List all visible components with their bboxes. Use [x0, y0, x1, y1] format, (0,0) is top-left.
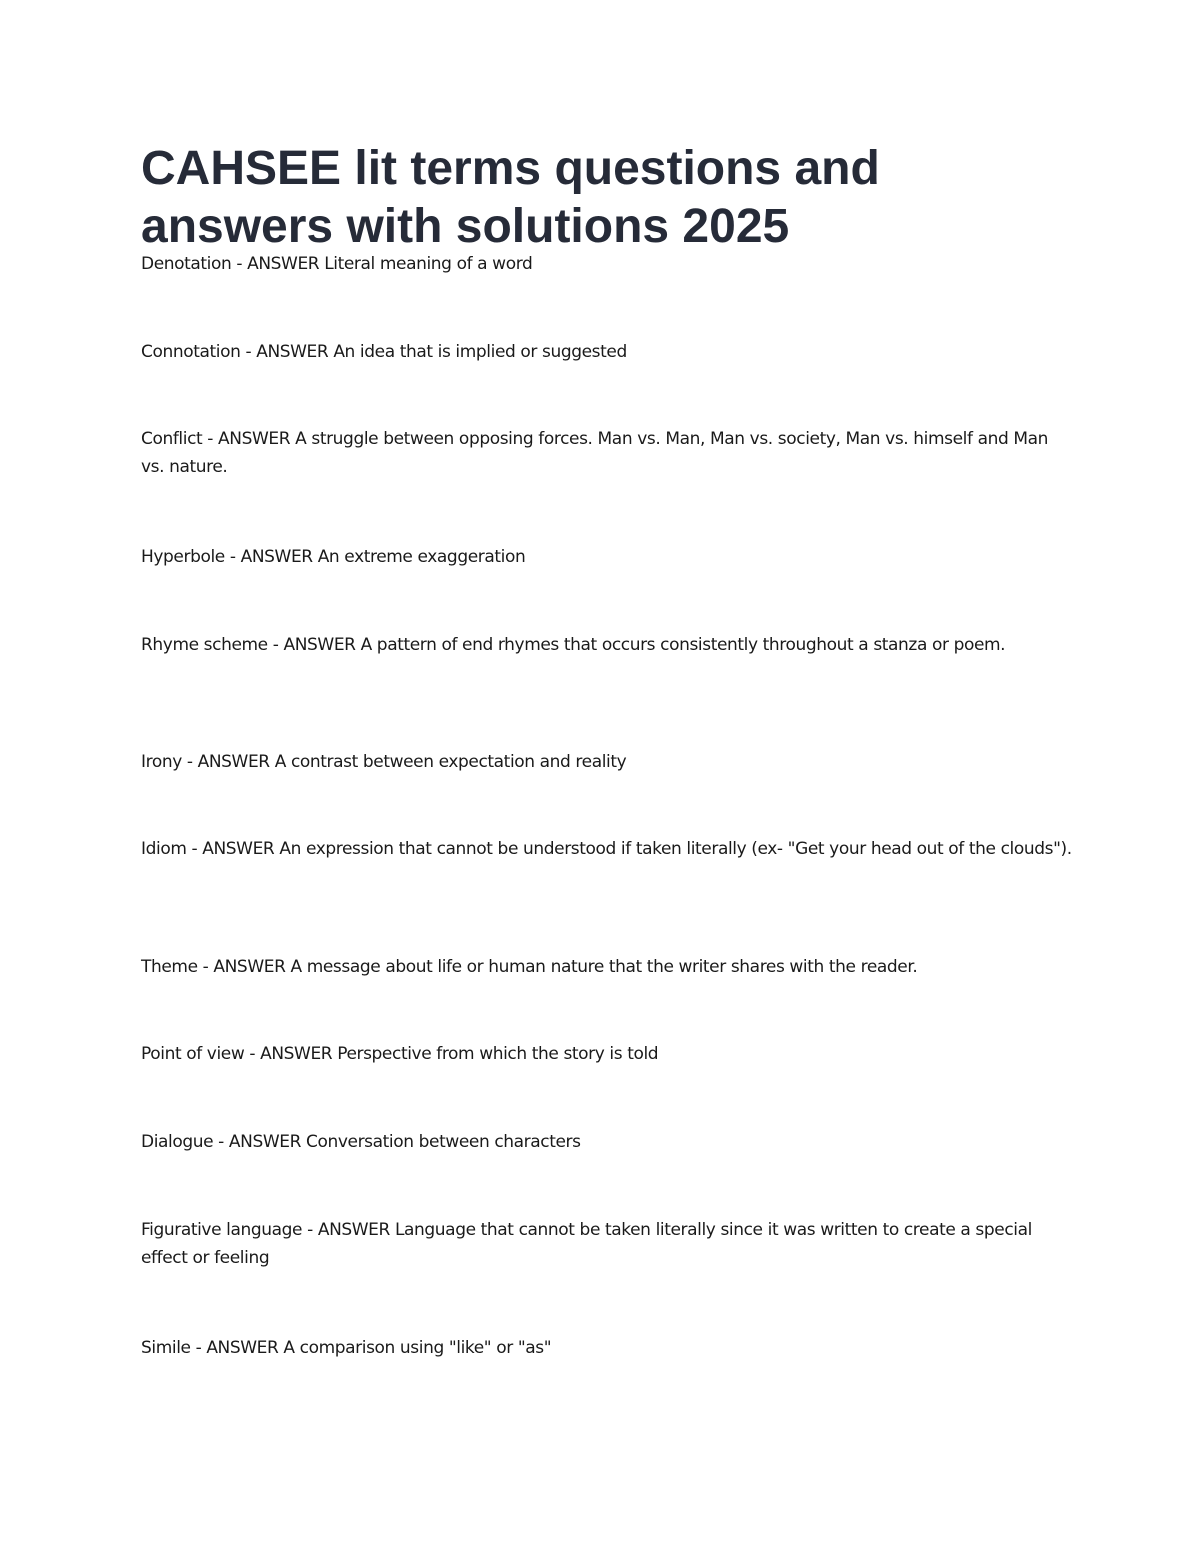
- qa-entry-theme: Theme - ANSWER A message about life or human nature that the writer shares with the reader.: [141, 957, 918, 977]
- qa-entry-idiom: Idiom - ANSWER An expression that cannot be understood if taken literally (ex- "Get your head out of the clouds").: [141, 839, 1072, 859]
- qa-entry-hyperbole: Hyperbole - ANSWER An extreme exaggeration: [141, 547, 526, 567]
- qa-entry-point-of-view: Point of view - ANSWER Perspective from which the story is told: [141, 1044, 659, 1064]
- qa-entry-simile: Simile - ANSWER A comparison using "like" or "as": [141, 1338, 552, 1358]
- qa-entry-conflict: Conflict - ANSWER A struggle between opposing forces. Man vs. Man, Man vs. society, Man vs. himself and Man vs. nature.: [141, 429, 1049, 477]
- qa-entry-figurative-language: Figurative language - ANSWER Language that cannot be taken literally since it was written to create a special effect or feeling: [141, 1220, 1032, 1268]
- qa-entry-connotation: Connotation - ANSWER An idea that is implied or suggested: [141, 342, 627, 362]
- document-title: CAHSEE lit terms questions and answers with solutions 2025: [141, 142, 880, 253]
- qa-entry-irony: Irony - ANSWER A contrast between expectation and reality: [141, 752, 627, 772]
- qa-entry-dialogue: Dialogue - ANSWER Conversation between characters: [141, 1132, 581, 1152]
- qa-entry-denotation: Denotation - ANSWER Literal meaning of a word: [141, 254, 533, 274]
- qa-entry-rhyme-scheme: Rhyme scheme - ANSWER A pattern of end rhymes that occurs consistently throughout a stanza or poem.: [141, 635, 1006, 655]
